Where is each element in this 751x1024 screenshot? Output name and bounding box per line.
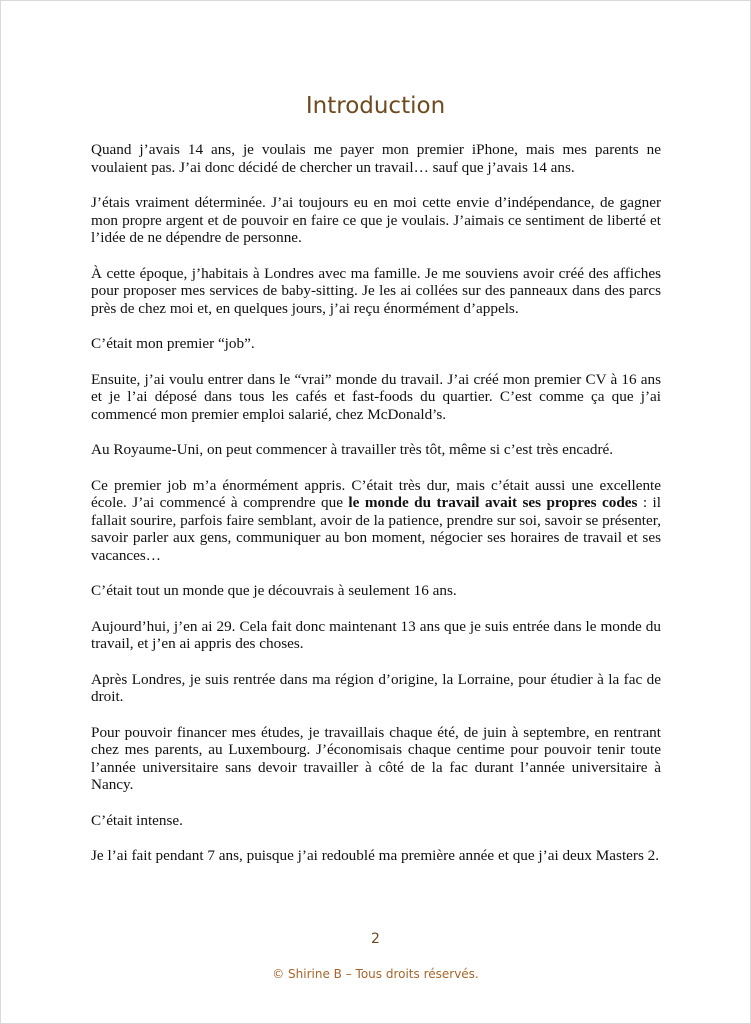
paragraph-text: Ce premier job m’a énormément appris. C’était très dur, mais c’était aussi une excellente école. J’ai commencé à comprendre que (91, 476, 661, 511)
paragraph: Quand j’avais 14 ans, je voulais me payer mon premier iPhone, mais mes parents ne voulaient pas. J’ai donc décidé de chercher un travail… sauf que j’avais 14 ans. (91, 141, 661, 176)
paragraph: Je l’ai fait pendant 7 ans, puisque j’ai redoublé ma première année et que j’ai deux Masters 2. (91, 847, 660, 864)
paragraph: J’étais vraiment déterminée. J’ai toujours eu en moi cette envie d’indépendance, de gagner mon propre argent et de pouvoir en faire ce que je voulais. J’aimais ce sentiment de liberté et l’idée de ne dépendre de personne. (91, 194, 661, 246)
paragraph: Aujourd’hui, j’en ai 29. Cela fait donc maintenant 13 ans que je suis entrée dans le monde du travail, et j’en ai appris des choses. (91, 617, 661, 652)
paragraph: C’était mon premier “job”. (91, 335, 255, 352)
body-text (91, 141, 661, 883)
paragraph: C’était intense. (91, 811, 183, 829)
paragraph (91, 477, 661, 565)
paragraph: Au Royaume-Uni, on peut commencer à travailler très tôt, même si c’est très encadré. (91, 441, 614, 458)
bold-phrase: le monde du travail avait ses propres codes (348, 494, 638, 511)
paragraph: Pour pouvoir financer mes études, je travaillais chaque été, de juin à septembre, en rentrant chez mes parents, au Luxembourg. J’économisais chaque centime pour pouvoir tenir toute l’année universitaire sans devoir travailler à côté de la fac durant l’année universitaire à Nancy. (91, 723, 661, 793)
paragraph-text: : il fallait sourire, parfois faire semblant, avoir de la patience, prendre sur soi, savoir se présenter, savoir parler aux gens, communiquer au bon moment, négocier ses horaires de travail et ses vacances… (91, 494, 661, 564)
paragraph: Après Londres, je suis rentrée dans ma région d’origine, la Lorraine, pour étudier à la fac de droit. (91, 670, 661, 705)
copyright-footer: © Shirine B – Tous droits réservés. (272, 967, 479, 981)
paragraph: C’était tout un monde que je découvrais à seulement 16 ans. (91, 582, 457, 599)
page-title: Introduction (305, 93, 446, 119)
page-number: 2 (371, 931, 380, 947)
paragraph: Ensuite, j’ai voulu entrer dans le “vrai” monde du travail. J’ai créé mon premier CV à 16 ans et je l’ai déposé dans tous les cafés et fast-foods du quartier. C’est comme ça que j’ai commencé mon premier emploi salarié, chez McDonald’s. (91, 370, 661, 423)
paragraph: À cette époque, j’habitais à Londres avec ma famille. Je me souviens avoir créé des affiches pour proposer mes services de baby-sitting. Je les ai collées sur des panneaux dans des parcs près de chez moi et, en quelques jours, j’ai reçu énormément d’appels. (91, 264, 661, 317)
